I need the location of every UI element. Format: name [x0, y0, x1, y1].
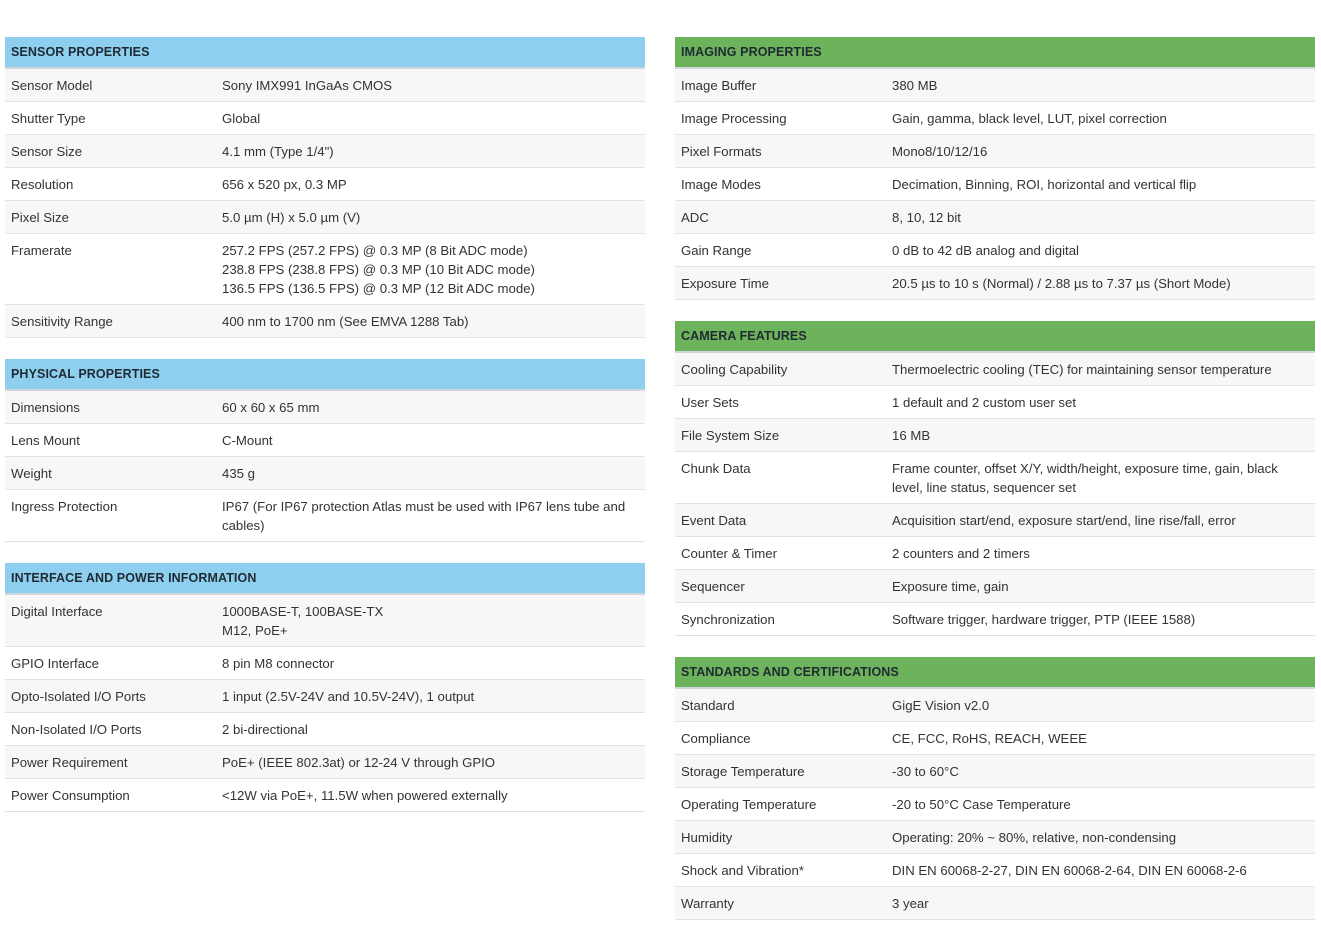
spec-label: GPIO Interface [11, 656, 99, 671]
spec-row-gain-range [675, 234, 1315, 267]
spec-value: Frame counter, offset X/Y, width/height, exposure time, gain, black level, line status, sequencer set [892, 461, 1278, 495]
spec-value: 257.2 FPS (257.2 FPS) @ 0.3 MP (8 Bit ADC mode) 238.8 FPS (238.8 FPS) @ 0.3 MP (10 Bit ADC mode) 136.5 FPS (136.5 FPS) @ 0.3 MP (12 Bit ADC mode) [222, 243, 535, 296]
spec-label: Sensitivity Range [11, 314, 113, 329]
spec-row-shock-and-vibration [675, 854, 1315, 887]
spec-row-opto-isolated-i-o-ports [5, 680, 645, 713]
spec-value: Decimation, Binning, ROI, horizontal and vertical flip [892, 177, 1197, 192]
spec-row-event-data [675, 504, 1315, 537]
spec-row-framerate [5, 234, 645, 305]
spec-value: -20 to 50°C Case Temperature [892, 797, 1071, 812]
spec-row-power-requirement [5, 746, 645, 779]
spec-table [5, 391, 645, 542]
spec-value: 5.0 µm (H) x 5.0 µm (V) [222, 210, 361, 225]
spec-label: Non-Isolated I/O Ports [11, 722, 142, 737]
spec-row-storage-temperature [675, 755, 1315, 788]
section-imaging-properties [675, 37, 1315, 300]
spec-row-exposure-time [675, 267, 1315, 300]
spec-label: Cooling Capability [681, 362, 788, 377]
spec-row-resolution [5, 168, 645, 201]
section-camera-features [675, 321, 1315, 636]
spec-label: Shutter Type [11, 111, 86, 126]
spec-value: Mono8/10/12/16 [892, 144, 988, 159]
spec-label: User Sets [681, 395, 739, 410]
spec-row-file-system-size [675, 419, 1315, 452]
spec-value: -30 to 60°C [892, 764, 959, 779]
spec-value: 2 bi-directional [222, 722, 308, 737]
spec-value: 20.5 µs to 10 s (Normal) / 2.88 µs to 7.37 µs (Short Mode) [892, 276, 1231, 291]
spec-row-chunk-data [675, 452, 1315, 504]
spec-table [675, 689, 1315, 920]
spec-value: 2 counters and 2 timers [892, 546, 1030, 561]
spec-label: Ingress Protection [11, 499, 118, 514]
section-header: INTERFACE AND POWER INFORMATION [5, 563, 645, 595]
spec-label: Shock and Vibration* [681, 863, 804, 878]
right-spec-column [675, 37, 1315, 941]
spec-label: Gain Range [681, 243, 752, 258]
spec-label: Framerate [11, 243, 72, 258]
spec-value: 0 dB to 42 dB analog and digital [892, 243, 1079, 258]
spec-value: Sony IMX991 InGaAs CMOS [222, 78, 393, 93]
spec-label: Synchronization [681, 612, 775, 627]
spec-row-non-isolated-i-o-ports [5, 713, 645, 746]
spec-label: Sequencer [681, 579, 745, 594]
spec-label: Digital Interface [11, 604, 103, 619]
spec-row-sensor-model [5, 69, 645, 102]
spec-label: Humidity [681, 830, 733, 845]
spec-value: PoE+ (IEEE 802.3at) or 12-24 V through GPIO [222, 755, 496, 770]
spec-label: ADC [681, 210, 709, 225]
spec-row-pixel-formats [675, 135, 1315, 168]
spec-value: Acquisition start/end, exposure start/end, line rise/fall, error [892, 513, 1236, 528]
spec-value: 16 MB [892, 428, 931, 443]
spec-row-standard [675, 689, 1315, 722]
spec-value: 3 year [892, 896, 929, 911]
spec-value: 60 x 60 x 65 mm [222, 400, 320, 415]
spec-row-user-sets [675, 386, 1315, 419]
spec-row-dimensions [5, 391, 645, 424]
section-interface-and-power-information [5, 563, 645, 812]
spec-value: <12W via PoE+, 11.5W when powered externally [222, 788, 508, 803]
spec-label: Power Consumption [11, 788, 130, 803]
spec-value: 400 nm to 1700 nm (See EMVA 1288 Tab) [222, 314, 469, 329]
spec-label: Exposure Time [681, 276, 769, 291]
spec-row-ingress-protection [5, 490, 645, 542]
section-header: IMAGING PROPERTIES [675, 37, 1315, 69]
spec-row-pixel-size [5, 201, 645, 234]
spec-label: Image Modes [681, 177, 761, 192]
spec-row-sensor-size [5, 135, 645, 168]
section-header: CAMERA FEATURES [675, 321, 1315, 353]
spec-row-compliance [675, 722, 1315, 755]
spec-table [5, 595, 645, 812]
spec-row-weight [5, 457, 645, 490]
spec-value: Operating: 20% ~ 80%, relative, non-condensing [892, 830, 1177, 845]
spec-label: Pixel Size [11, 210, 69, 225]
spec-value: 8 pin M8 connector [222, 656, 335, 671]
spec-label: Weight [11, 466, 52, 481]
spec-value: DIN EN 60068-2-27, DIN EN 60068-2-64, DIN EN 60068-2-6 [892, 863, 1247, 878]
spec-table [5, 69, 645, 338]
spec-label: Opto-Isolated I/O Ports [11, 689, 146, 704]
spec-value: Thermoelectric cooling (TEC) for maintaining sensor temperature [892, 362, 1272, 377]
spec-value: Gain, gamma, black level, LUT, pixel correction [892, 111, 1167, 126]
spec-label: Dimensions [11, 400, 80, 415]
spec-label: Storage Temperature [681, 764, 805, 779]
spec-value: 1000BASE-T, 100BASE-TX M12, PoE+ [222, 604, 384, 638]
spec-row-power-consumption [5, 779, 645, 812]
spec-label: Image Buffer [681, 78, 757, 93]
spec-row-sensitivity-range [5, 305, 645, 338]
spec-value: 1 default and 2 custom user set [892, 395, 1077, 410]
spec-row-adc [675, 201, 1315, 234]
spec-value: Software trigger, hardware trigger, PTP (IEEE 1588) [892, 612, 1196, 627]
section-sensor-properties [5, 37, 645, 338]
spec-row-lens-mount [5, 424, 645, 457]
spec-row-shutter-type [5, 102, 645, 135]
section-header: STANDARDS AND CERTIFICATIONS [675, 657, 1315, 689]
spec-table [675, 353, 1315, 636]
spec-value: IP67 (For IP67 protection Atlas must be used with IP67 lens tube and cables) [222, 499, 626, 533]
section-header: SENSOR PROPERTIES [5, 37, 645, 69]
spec-label: Counter & Timer [681, 546, 778, 561]
spec-label: Power Requirement [11, 755, 128, 770]
spec-row-humidity [675, 821, 1315, 854]
spec-label: Operating Temperature [681, 797, 817, 812]
spec-value: 4.1 mm (Type 1/4") [222, 144, 334, 159]
spec-label: Image Processing [681, 111, 787, 126]
spec-value: 380 MB [892, 78, 938, 93]
spec-value: GigE Vision v2.0 [892, 698, 990, 713]
spec-row-operating-temperature [675, 788, 1315, 821]
section-header: PHYSICAL PROPERTIES [5, 359, 645, 391]
spec-table [675, 69, 1315, 300]
spec-value: 656 x 520 px, 0.3 MP [222, 177, 347, 192]
spec-value: C-Mount [222, 433, 273, 448]
spec-label: Chunk Data [681, 461, 751, 476]
spec-row-image-buffer [675, 69, 1315, 102]
spec-label: Compliance [681, 731, 751, 746]
spec-value: 1 input (2.5V-24V and 10.5V-24V), 1 output [222, 689, 475, 704]
spec-row-warranty [675, 887, 1315, 920]
spec-value: Exposure time, gain [892, 579, 1009, 594]
spec-label: Sensor Model [11, 78, 93, 93]
section-physical-properties [5, 359, 645, 542]
spec-label: Pixel Formats [681, 144, 762, 159]
spec-value: 435 g [222, 466, 256, 481]
spec-row-gpio-interface [5, 647, 645, 680]
left-spec-column [5, 37, 645, 833]
spec-label: File System Size [681, 428, 780, 443]
spec-row-cooling-capability [675, 353, 1315, 386]
spec-row-synchronization [675, 603, 1315, 636]
spec-value: CE, FCC, RoHS, REACH, WEEE [892, 731, 1087, 746]
spec-label: Warranty [681, 896, 735, 911]
spec-row-image-modes [675, 168, 1315, 201]
spec-row-digital-interface [5, 595, 645, 647]
spec-row-sequencer [675, 570, 1315, 603]
spec-label: Standard [681, 698, 735, 713]
spec-label: Resolution [11, 177, 74, 192]
spec-label: Event Data [681, 513, 747, 528]
spec-row-counter-timer [675, 537, 1315, 570]
spec-value: Global [222, 111, 261, 126]
spec-label: Sensor Size [11, 144, 83, 159]
section-standards-and-certifications [675, 657, 1315, 920]
spec-row-image-processing [675, 102, 1315, 135]
spec-label: Lens Mount [11, 433, 80, 448]
spec-value: 8, 10, 12 bit [892, 210, 961, 225]
